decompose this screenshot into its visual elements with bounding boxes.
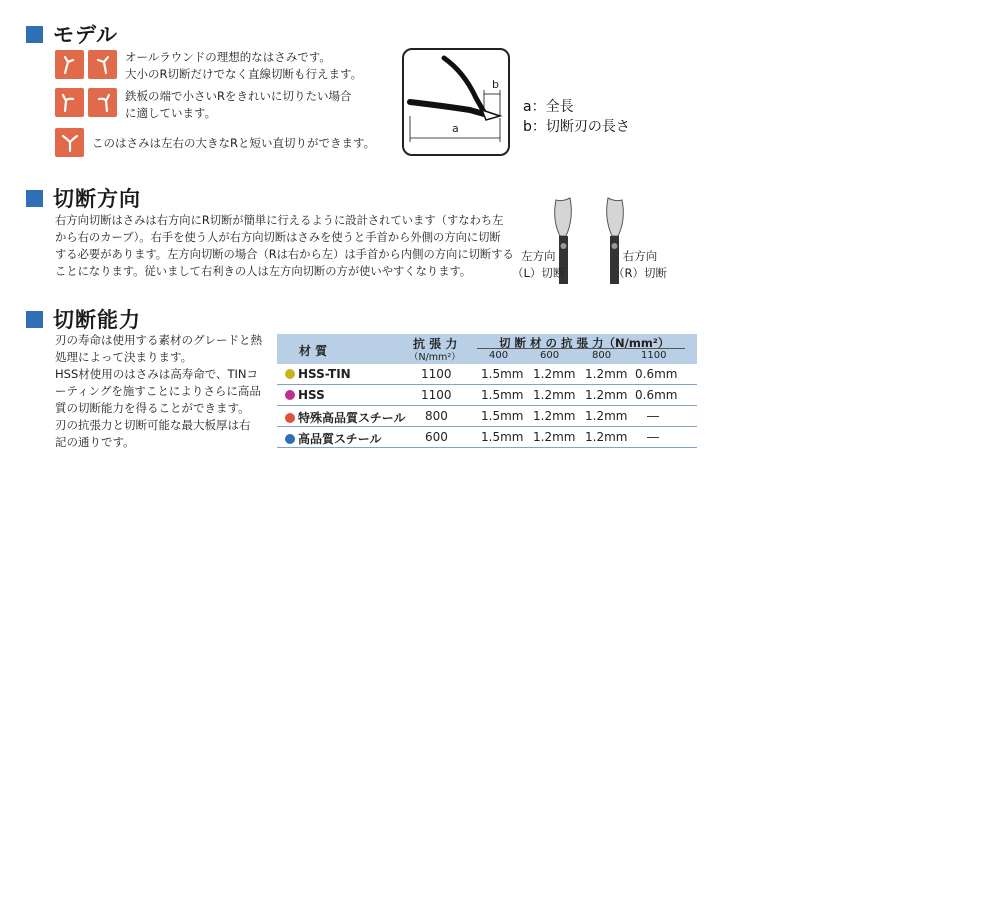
sub-col-400: 400 xyxy=(489,350,509,361)
model-item-2-text xyxy=(125,88,352,122)
cut-value-800: 1.2mm xyxy=(585,367,628,381)
left-cut-label xyxy=(512,248,564,282)
section-marker-icon xyxy=(26,311,43,328)
direction-text xyxy=(55,212,514,280)
text-line: ーティングを施すことによりさらに高品 xyxy=(55,384,261,398)
sub-col-1100: 1100 xyxy=(641,350,667,361)
cut-value-800: 1.2mm xyxy=(585,409,628,423)
cut-value-400: 1.5mm xyxy=(481,367,524,381)
tensile-value: 600 xyxy=(425,430,448,444)
header-tensile-unit: （N/mm²） xyxy=(409,352,461,363)
tensile-value: 800 xyxy=(425,409,448,423)
cut-value-400: 1.5mm xyxy=(481,409,524,423)
section-title: モデル xyxy=(53,23,118,47)
header-divider xyxy=(477,348,685,349)
material-color-dot-icon xyxy=(285,434,295,444)
table-row xyxy=(277,406,697,427)
cut-value-400: 1.5mm xyxy=(481,430,524,444)
text-line: 質の切断能力を得ることができます。 xyxy=(55,401,250,415)
section-header-model xyxy=(26,19,118,49)
material-color-dot-icon xyxy=(285,390,295,400)
text-line: 鉄板の端で小さいRをきれいに切りたい場合 xyxy=(125,89,352,103)
text-line: 刃の抗張力と切断可能な最大板厚は右 xyxy=(55,418,251,432)
right-cut-label xyxy=(613,248,667,282)
header-cut-material: 切 断 材 の 抗 張 力（N/mm²） xyxy=(499,336,670,350)
scissors-cut-all-icon xyxy=(55,50,84,79)
text-line: （R）切断 xyxy=(613,266,667,280)
cut-value-600: 1.2mm xyxy=(533,409,576,423)
text-line: 記の通りです。 xyxy=(55,435,135,449)
material-color-dot-icon xyxy=(285,413,295,423)
model-item-1-text xyxy=(125,49,362,83)
text-line: する必要があります。左方向切断の場合（Rは右から左）は手首から内側の方向に切断する xyxy=(55,248,514,261)
diagram-label-a: a xyxy=(452,122,459,135)
text-line: 右方向 xyxy=(622,249,658,263)
material-name: 高品質スチール xyxy=(298,432,382,446)
material-color-dot-icon xyxy=(285,369,295,379)
tensile-value: 1100 xyxy=(421,367,452,381)
text-line: （L）切断 xyxy=(512,266,565,280)
text-line: ことになります。従いまして右利きの人は左方向切断の方が使いやすくなります。 xyxy=(55,265,472,278)
scissors-small-r-left-icon xyxy=(55,88,84,117)
scissors-cut-right-icon xyxy=(88,50,117,79)
text-line: 処理によって決まります。 xyxy=(55,350,193,364)
sub-col-800: 800 xyxy=(592,350,612,361)
cut-value-1100: ― xyxy=(647,430,659,444)
snips-dimension-diagram xyxy=(402,48,510,156)
section-header-direction xyxy=(26,183,141,213)
scissors-large-r-icon xyxy=(55,128,84,157)
diagram-legend xyxy=(523,97,630,137)
section-marker-icon xyxy=(26,190,43,207)
table-header xyxy=(277,334,697,364)
section-marker-icon xyxy=(26,26,43,43)
cut-value-1100: ― xyxy=(647,409,659,423)
capacity-text xyxy=(55,332,262,451)
section-title: 切断方向 xyxy=(53,187,141,211)
text-line: に適しています。 xyxy=(125,106,217,120)
material-name: HSS xyxy=(298,388,325,402)
table-row xyxy=(277,364,697,385)
header-material: 材 質 xyxy=(299,344,328,358)
cut-value-800: 1.2mm xyxy=(585,388,628,402)
text-line: 刃の寿命は使用する素材のグレードと熱 xyxy=(55,333,262,347)
text-line: このはさみは左右の大きなRと短い直切りができます。 xyxy=(92,136,376,150)
text-line: 左方向 xyxy=(520,249,556,263)
section-title: 切断能力 xyxy=(53,308,141,332)
tensile-value: 1100 xyxy=(421,388,452,402)
cut-value-400: 1.5mm xyxy=(481,388,524,402)
diagram-label-b: b xyxy=(492,78,499,91)
capacity-table xyxy=(277,334,697,448)
cut-value-800: 1.2mm xyxy=(585,430,628,444)
text-line: から右のカーブ）。右手を使う人が右方向切断はさみを使うと手首から外側の方向に切断 xyxy=(55,231,501,244)
cut-value-1100: 0.6mm xyxy=(635,388,678,402)
table-row xyxy=(277,385,697,406)
material-name: 特殊高品質スチール xyxy=(298,411,406,425)
text-line: オールラウンドの理想的なはさみです。 xyxy=(125,50,331,64)
text-line: HSS材使用のはさみは高寿命で、TINコ xyxy=(55,367,259,381)
material-name: HSS-TIN xyxy=(298,367,351,381)
text-line: 大小のR切断だけでなく直線切断も行えます。 xyxy=(125,67,363,81)
cut-value-1100: 0.6mm xyxy=(635,367,678,381)
cut-value-600: 1.2mm xyxy=(533,430,576,444)
model-item-3-text xyxy=(92,135,375,152)
sub-col-600: 600 xyxy=(540,350,560,361)
cut-value-600: 1.2mm xyxy=(533,388,576,402)
section-header-capacity xyxy=(26,304,141,334)
table-row xyxy=(277,427,697,448)
text-line: 右方向切断はさみは右方向にR切断が簡単に行えるように設計されています（すなわち左 xyxy=(55,214,504,227)
cut-value-600: 1.2mm xyxy=(533,367,576,381)
scissors-small-r-right-icon xyxy=(88,88,117,117)
snips-outline-icon xyxy=(404,50,508,154)
legend-a: a：全長 xyxy=(523,99,574,115)
legend-b: b：切断刃の長さ xyxy=(523,119,630,135)
header-tensile: 抗 張 力 xyxy=(413,337,458,351)
